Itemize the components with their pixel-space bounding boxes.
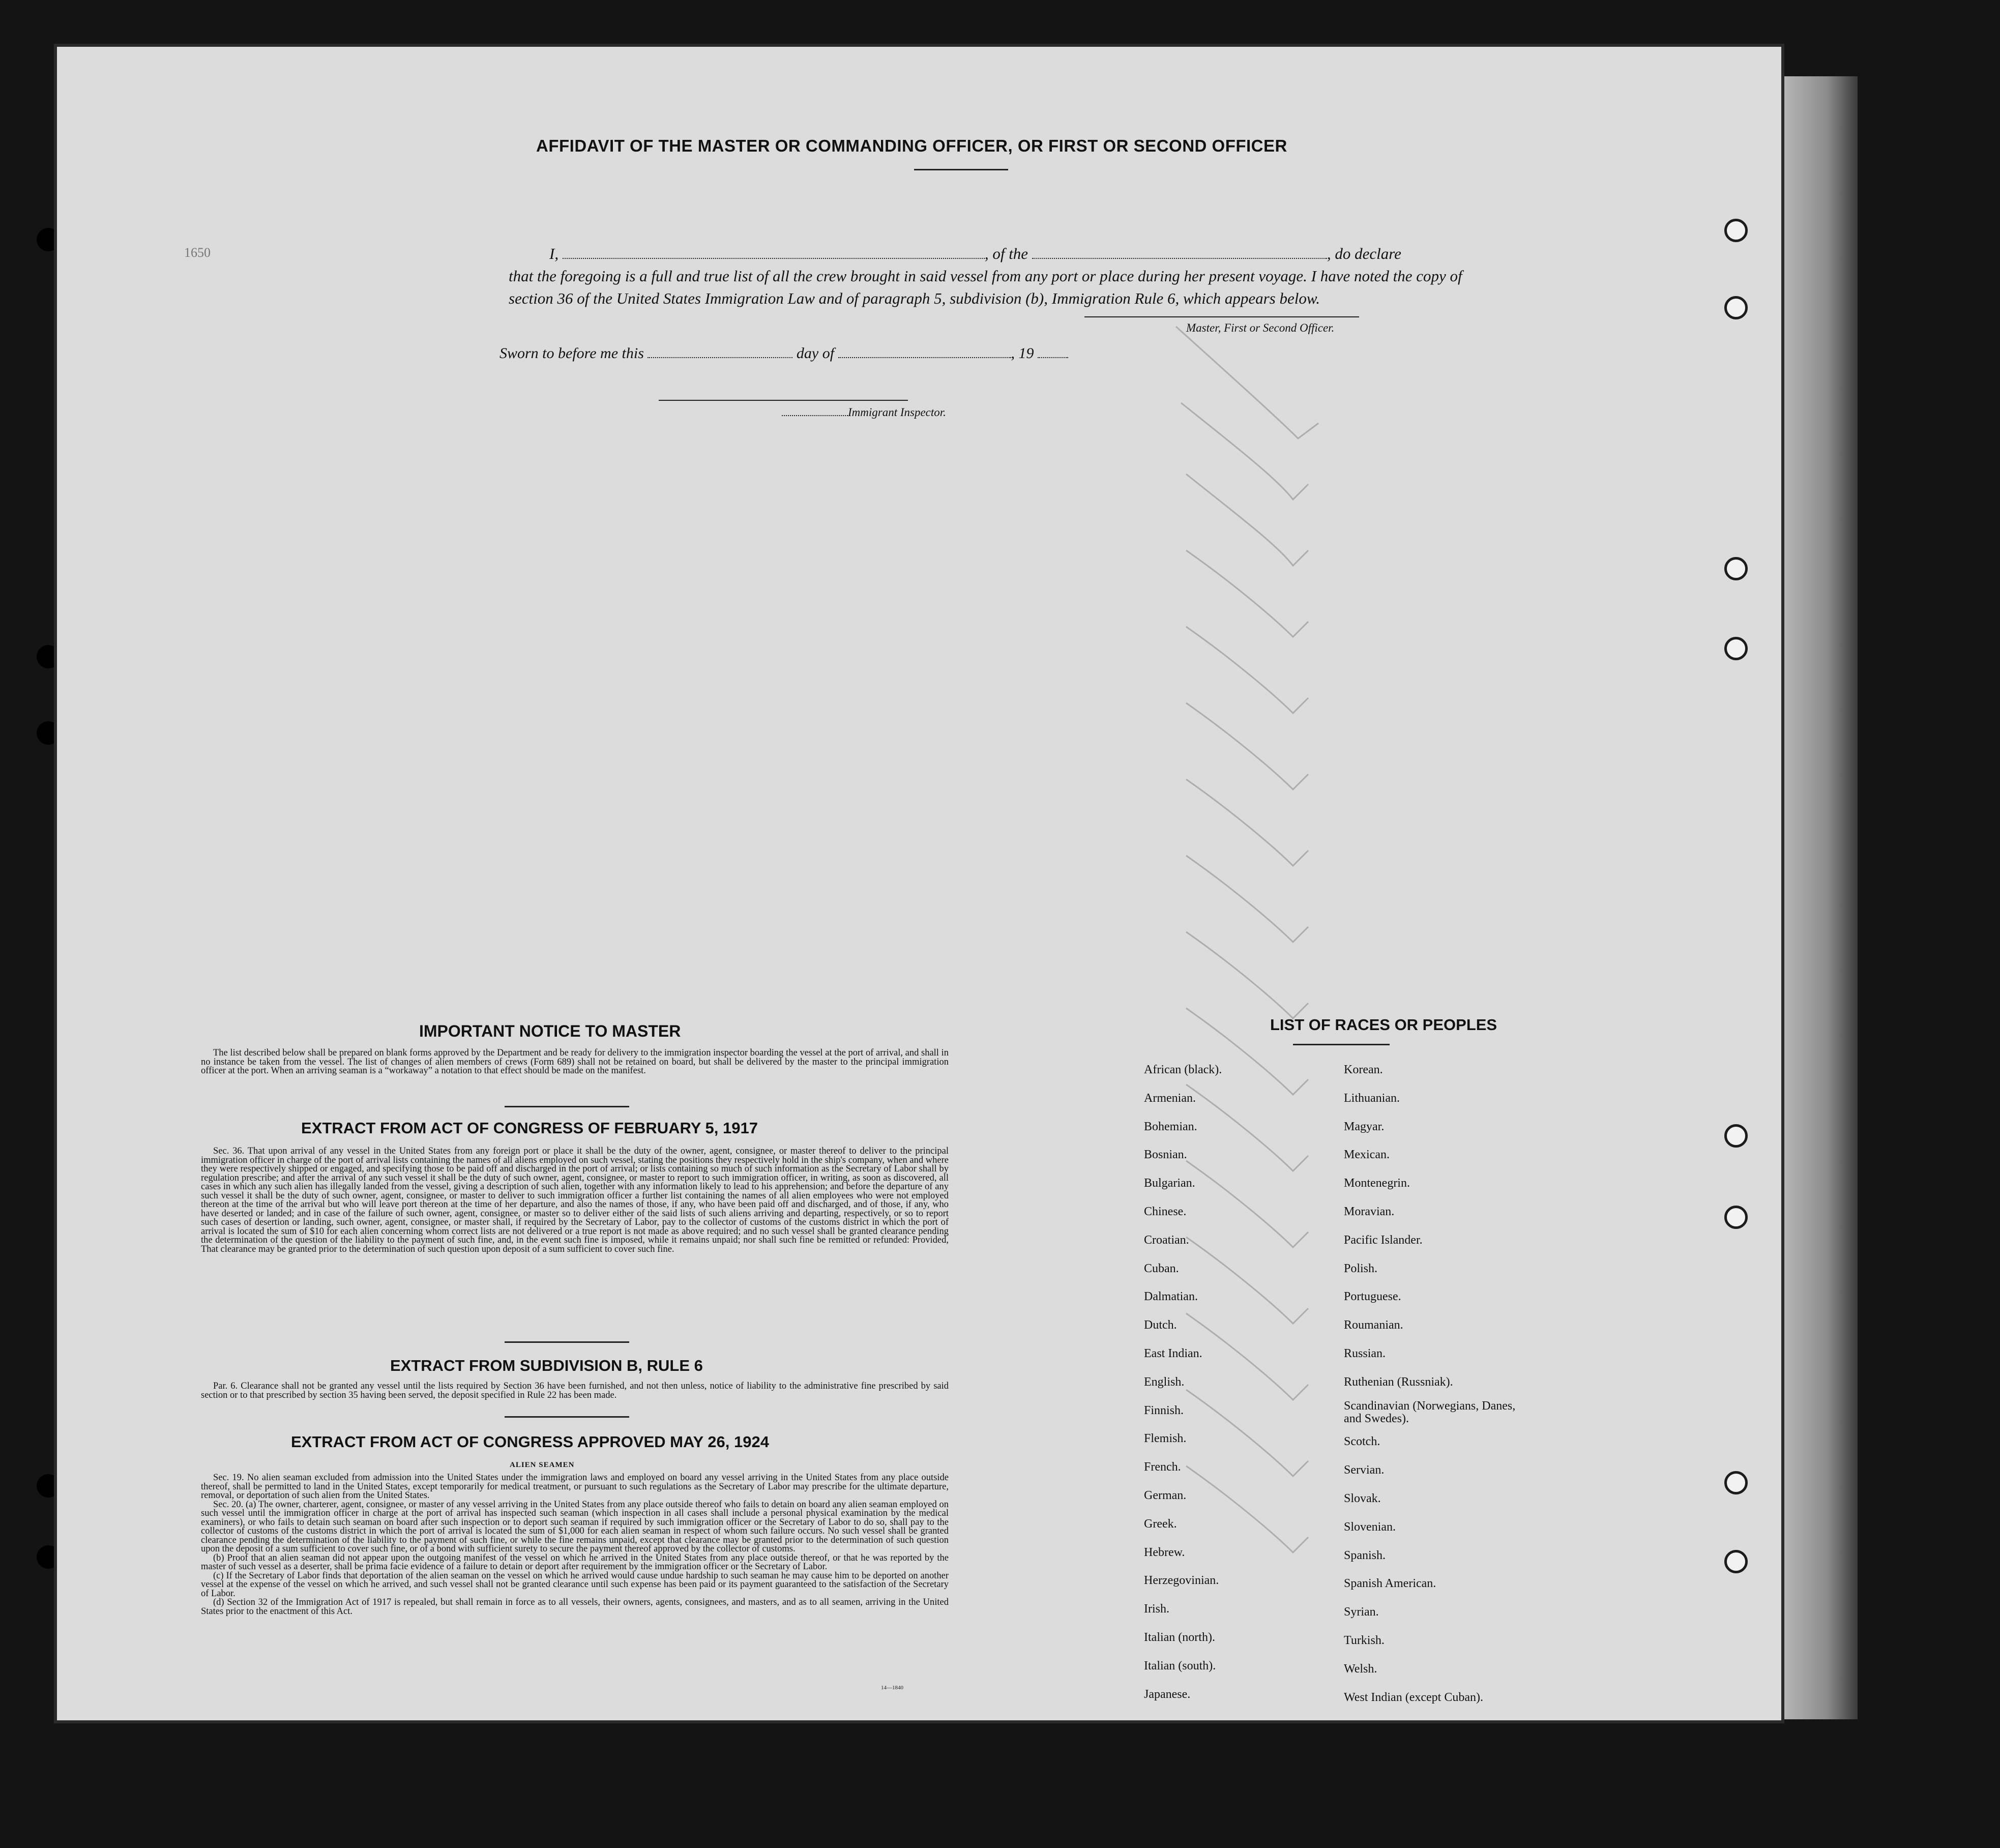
sworn-day-blank[interactable] [648, 347, 792, 358]
race-item: Ruthenian (Russniak). [1344, 1375, 1453, 1389]
reinforcement-ring [1724, 296, 1748, 319]
decl-i: I, [549, 245, 559, 262]
race-item: Montenegrin. [1344, 1177, 1410, 1190]
race-item: Pacific Islander. [1344, 1233, 1423, 1247]
race-item: Roumanian. [1344, 1318, 1403, 1332]
extract-1924-title: EXTRACT FROM ACT OF CONGRESS APPROVED MAY 26, 1924 [291, 1433, 769, 1451]
race-item: Dutch. [1144, 1318, 1177, 1332]
decl-of-the: , of the [984, 245, 1028, 262]
race-item: Armenian. [1144, 1091, 1196, 1105]
race-item: Slovak. [1344, 1491, 1381, 1505]
reinforcement-ring [1724, 1471, 1748, 1494]
reinforcement-ring [1724, 1124, 1748, 1148]
extract-1917-text: Sec. 36. That upon arrival of any vessel in the United States from any foreign port or place it shall be the duty of the owner, agent, consignee, or master thereof to deliver to the principal immigration officer in charge of the port of arrival lists containing the names of all aliens employed on such vessel, stating the positions they respectively hold in the ship's company, when and where they were respectively shipped or engaged, and specifying those to be paid off and discharged in the port of arrival; or lists containing so much of such information as the Secretary of Labor shall by regulation prescribe; and after the arrival of any such vessel it shall be the duty of such owner, agent, consignee, or master to report to such immigration officer, in writing, as soon as discovered, all cases in which any such alien has illegally landed from the vessel, giving a description of such alien, together with any information likely to lead to his apprehension; and before the departure of any such vessel it shall be the duty of such owner, agent, consignee, or master to deliver to such immigration officer a further list containing the names of all alien employees who were not employed thereon at the time of the arrival but who will leave port thereon at the time of her departure, and also the names of those, if any, who have been paid off and discharged, and of those, if any, who have deserted or landed; and in case of the failure of such owner, agent, consignee, or master so to deliver either of the said lists of such aliens arriving and departing, respectively, or so to report such cases of desertion or landing, such owner, agent, consignee, or master shall, if required by the Secretary of Labor, pay to the collector of customs of the customs district in which the port of arrival is located the sum of $10 for each alien concerning whom correct lists are not delivered or a true report is not made as above required; and no such vessel shall be granted clearance pending the determination of the question of the liability to the payment of such fine, and, in the event such fine is imposed, while it remains unpaid; nor shall such fine be remitted or refunded: Provided, That clearance may be granted prior to the determination of such question upon deposit of a sum sufficient to cover such fine. [201, 1146, 949, 1254]
races-column-2 [1344, 1056, 1517, 1712]
section-rule [505, 1106, 629, 1107]
signature-label: Master, First or Second Officer. [1186, 321, 1335, 334]
sworn-line [499, 345, 1068, 362]
sworn-day-of: day of [796, 345, 835, 362]
extract-1917-title: EXTRACT FROM ACT OF CONGRESS OF FEBRUARY 5, 1917 [301, 1119, 758, 1137]
race-item: African (black). [1144, 1063, 1222, 1076]
notice-text: The list described below shall be prepared on blank forms approved by the Department and be ready for delivery to the immigration inspector boarding the vessel at the port of arrival, and shall in no instance be taken from the vessel. The list of changes of alien members of crews (Form 689) shall not be retained on board, but shall be delivered by the master to the principal immigration officer at the port. When an arriving seaman is a “workaway” a notation to that effect should be made on the manifest. [201, 1048, 949, 1076]
race-item: Finnish. [1144, 1403, 1184, 1417]
race-item: Greek. [1144, 1517, 1177, 1531]
notice-title: IMPORTANT NOTICE TO MASTER [419, 1022, 681, 1040]
section-rule [505, 1341, 629, 1343]
inspector-blank[interactable] [782, 407, 848, 416]
race-item: Mexican. [1344, 1148, 1390, 1162]
race-item: Spanish. [1344, 1548, 1386, 1562]
race-item: Spanish American. [1344, 1577, 1436, 1591]
inspector-line [659, 400, 908, 401]
race-item: Servian. [1344, 1463, 1385, 1477]
race-item: Korean. [1344, 1063, 1383, 1076]
race-item: Lithuanian. [1344, 1091, 1400, 1105]
declaration-text [509, 243, 1465, 310]
race-item: Welsh. [1344, 1662, 1377, 1676]
sworn-year: , 19 [1011, 345, 1034, 362]
race-item: Bohemian. [1144, 1120, 1197, 1133]
race-item: English. [1144, 1375, 1185, 1389]
page-edge-shadow [1781, 76, 1858, 1719]
race-item: Bosnian. [1144, 1148, 1187, 1162]
race-item: Portuguese. [1344, 1290, 1401, 1304]
alien-seamen-subtitle: ALIEN SEAMEN [510, 1461, 575, 1469]
inspector-row [782, 406, 946, 419]
race-item: German. [1144, 1488, 1187, 1502]
title-rule [914, 169, 1008, 170]
name-blank[interactable] [563, 247, 985, 259]
race-item: Polish. [1344, 1262, 1378, 1275]
sworn-year-blank[interactable] [1038, 347, 1068, 358]
race-item: Cuban. [1144, 1262, 1179, 1275]
race-item: West Indian (except Cuban). [1344, 1690, 1483, 1704]
corner-mark: 1650 [184, 245, 211, 260]
race-item: French. [1144, 1460, 1181, 1474]
races-title-rule [1293, 1044, 1390, 1045]
races-title: LIST OF RACES OR PEOPLES [1270, 1016, 1497, 1034]
rule6-title: EXTRACT FROM SUBDIVISION B, RULE 6 [390, 1357, 703, 1374]
reinforcement-ring [1724, 1550, 1748, 1573]
form-code: 14—1840 [881, 1685, 903, 1691]
race-item: Hebrew. [1144, 1545, 1185, 1559]
race-item: Chinese. [1144, 1205, 1187, 1218]
inspector-label: Immigrant Inspector. [848, 406, 946, 419]
section-rule [505, 1416, 629, 1418]
race-item: Turkish. [1344, 1633, 1385, 1647]
reinforcement-ring [1724, 637, 1748, 660]
race-item: Bulgarian. [1144, 1177, 1195, 1190]
race-item: Croatian. [1144, 1233, 1189, 1247]
race-item: Scandinavian (Norwegians, Danes, and Swedes). [1344, 1399, 1516, 1425]
race-item: Scotch. [1344, 1435, 1380, 1449]
race-item: Magyar. [1344, 1120, 1385, 1133]
race-item: Dalmatian. [1144, 1290, 1198, 1304]
vessel-blank[interactable] [1032, 247, 1327, 259]
race-item: Italian (north). [1144, 1630, 1215, 1644]
race-item: Irish. [1144, 1602, 1169, 1616]
reinforcement-ring [1724, 219, 1748, 242]
race-item: Russian. [1344, 1346, 1386, 1360]
race-item: Slovenian. [1344, 1520, 1396, 1534]
race-item: East Indian. [1144, 1346, 1202, 1360]
sworn-prefix: Sworn to before me this [499, 345, 644, 362]
extract-1924-text: Sec. 19. No alien seaman excluded from admission into the United States under the immigration laws and employed on board any vessel arriving in the United States from any place outside thereof, shall be permitted to land in the United States, except temporarily for medical treatment, or pursuant to such regulations as the Secretary of Labor may prescribe for the ultimate departure, removal, or deportation of such alien from the United States. Sec. 20. (a) The owner, charterer, agent, consignee, or master of any vessel arriving in the United States from any place outside thereof who fails to detain on board any alien seaman employed on such vessel until the immigration officer in charge at the port of arrival has inspected such seaman (which inspection in all cases shall include a personal physical examination by the medical examiners), or who fails to detain such seaman on board after such inspection or to deport such seaman if required by such immigration officer or the Secretary of Labor to do so, shall pay to the collector of customs of the customs district in which the port of arrival is located the sum of $1,000 for each alien seaman in respect of whom such failure occurs. No such vessel shall be granted clearance pending the determination of the liability to the payment of such fine, or while the fine remains unpaid, except that clearance may be granted prior to the determination of such question upon the deposit of a sum sufficient to cover such fine, or of a bond with sufficient surety to secure the payment thereof approved by the collector of customs. (b) Proof that an alien seaman did not appear upon the outgoing manifest of the vessel on which he arrived in the United States from any place outside thereof, or that he was reported by the master of such vessel as a deserter, shall be prima facie evidence of a failure to detain or deport after requirement by the immigration officer or the Secretary of Labor. (c) If the Secretary of Labor finds that deportation of the alien seaman on the vessel on which he arrived would cause undue hardship to such seaman he may cause him to be deported on another vessel at the expense of the vessel on which he arrived, and such vessel shall not be granted clearance until such expense has been paid or its payment guaranteed to the satisfaction of the Secretary of Labor. (d) Section 32 of the Immigration Act of 1917 is repealed, but shall remain in force as to all vessels, their owners, agents, consignees, and masters, and as to all seamen, arriving in the United States prior to the enactment of this Act. [201, 1473, 949, 1617]
rule6-text: Par. 6. Clearance shall not be granted any vessel until the lists required by Section 36 have been furnished, and not then unless, notice of liability to the administrative fine prescribed by said section or to that prescribed by section 35 having been served, the deposit specified in Rule 22 has been made. [201, 1381, 949, 1400]
affidavit-title: AFFIDAVIT OF THE MASTER OR COMMANDING OFFICER, OR FIRST OR SECOND OFFICER [536, 136, 1287, 155]
reinforcement-ring [1724, 1206, 1748, 1229]
race-item: Flemish. [1144, 1432, 1187, 1446]
reinforcement-ring [1724, 557, 1748, 580]
document-sheet [57, 47, 1781, 1720]
race-item: Japanese. [1144, 1687, 1191, 1701]
sworn-month-blank[interactable] [838, 347, 1011, 358]
races-column-1 [1144, 1056, 1222, 1709]
race-item: Syrian. [1344, 1605, 1379, 1619]
race-item: Herzegovinian. [1144, 1574, 1219, 1588]
decl-do-declare: , do declare [1327, 245, 1401, 262]
race-item: Italian (south). [1144, 1659, 1216, 1673]
race-item: Moravian. [1344, 1205, 1395, 1218]
decl-body: that the foregoing is a full and true list of all the crew brought in said vessel from any port or place during her present voyage. I have noted the copy of section 36 of the United States Immigration Law and of paragraph 5, subdivision (b), Immigration Rule 6, which appears below. [509, 267, 1462, 307]
